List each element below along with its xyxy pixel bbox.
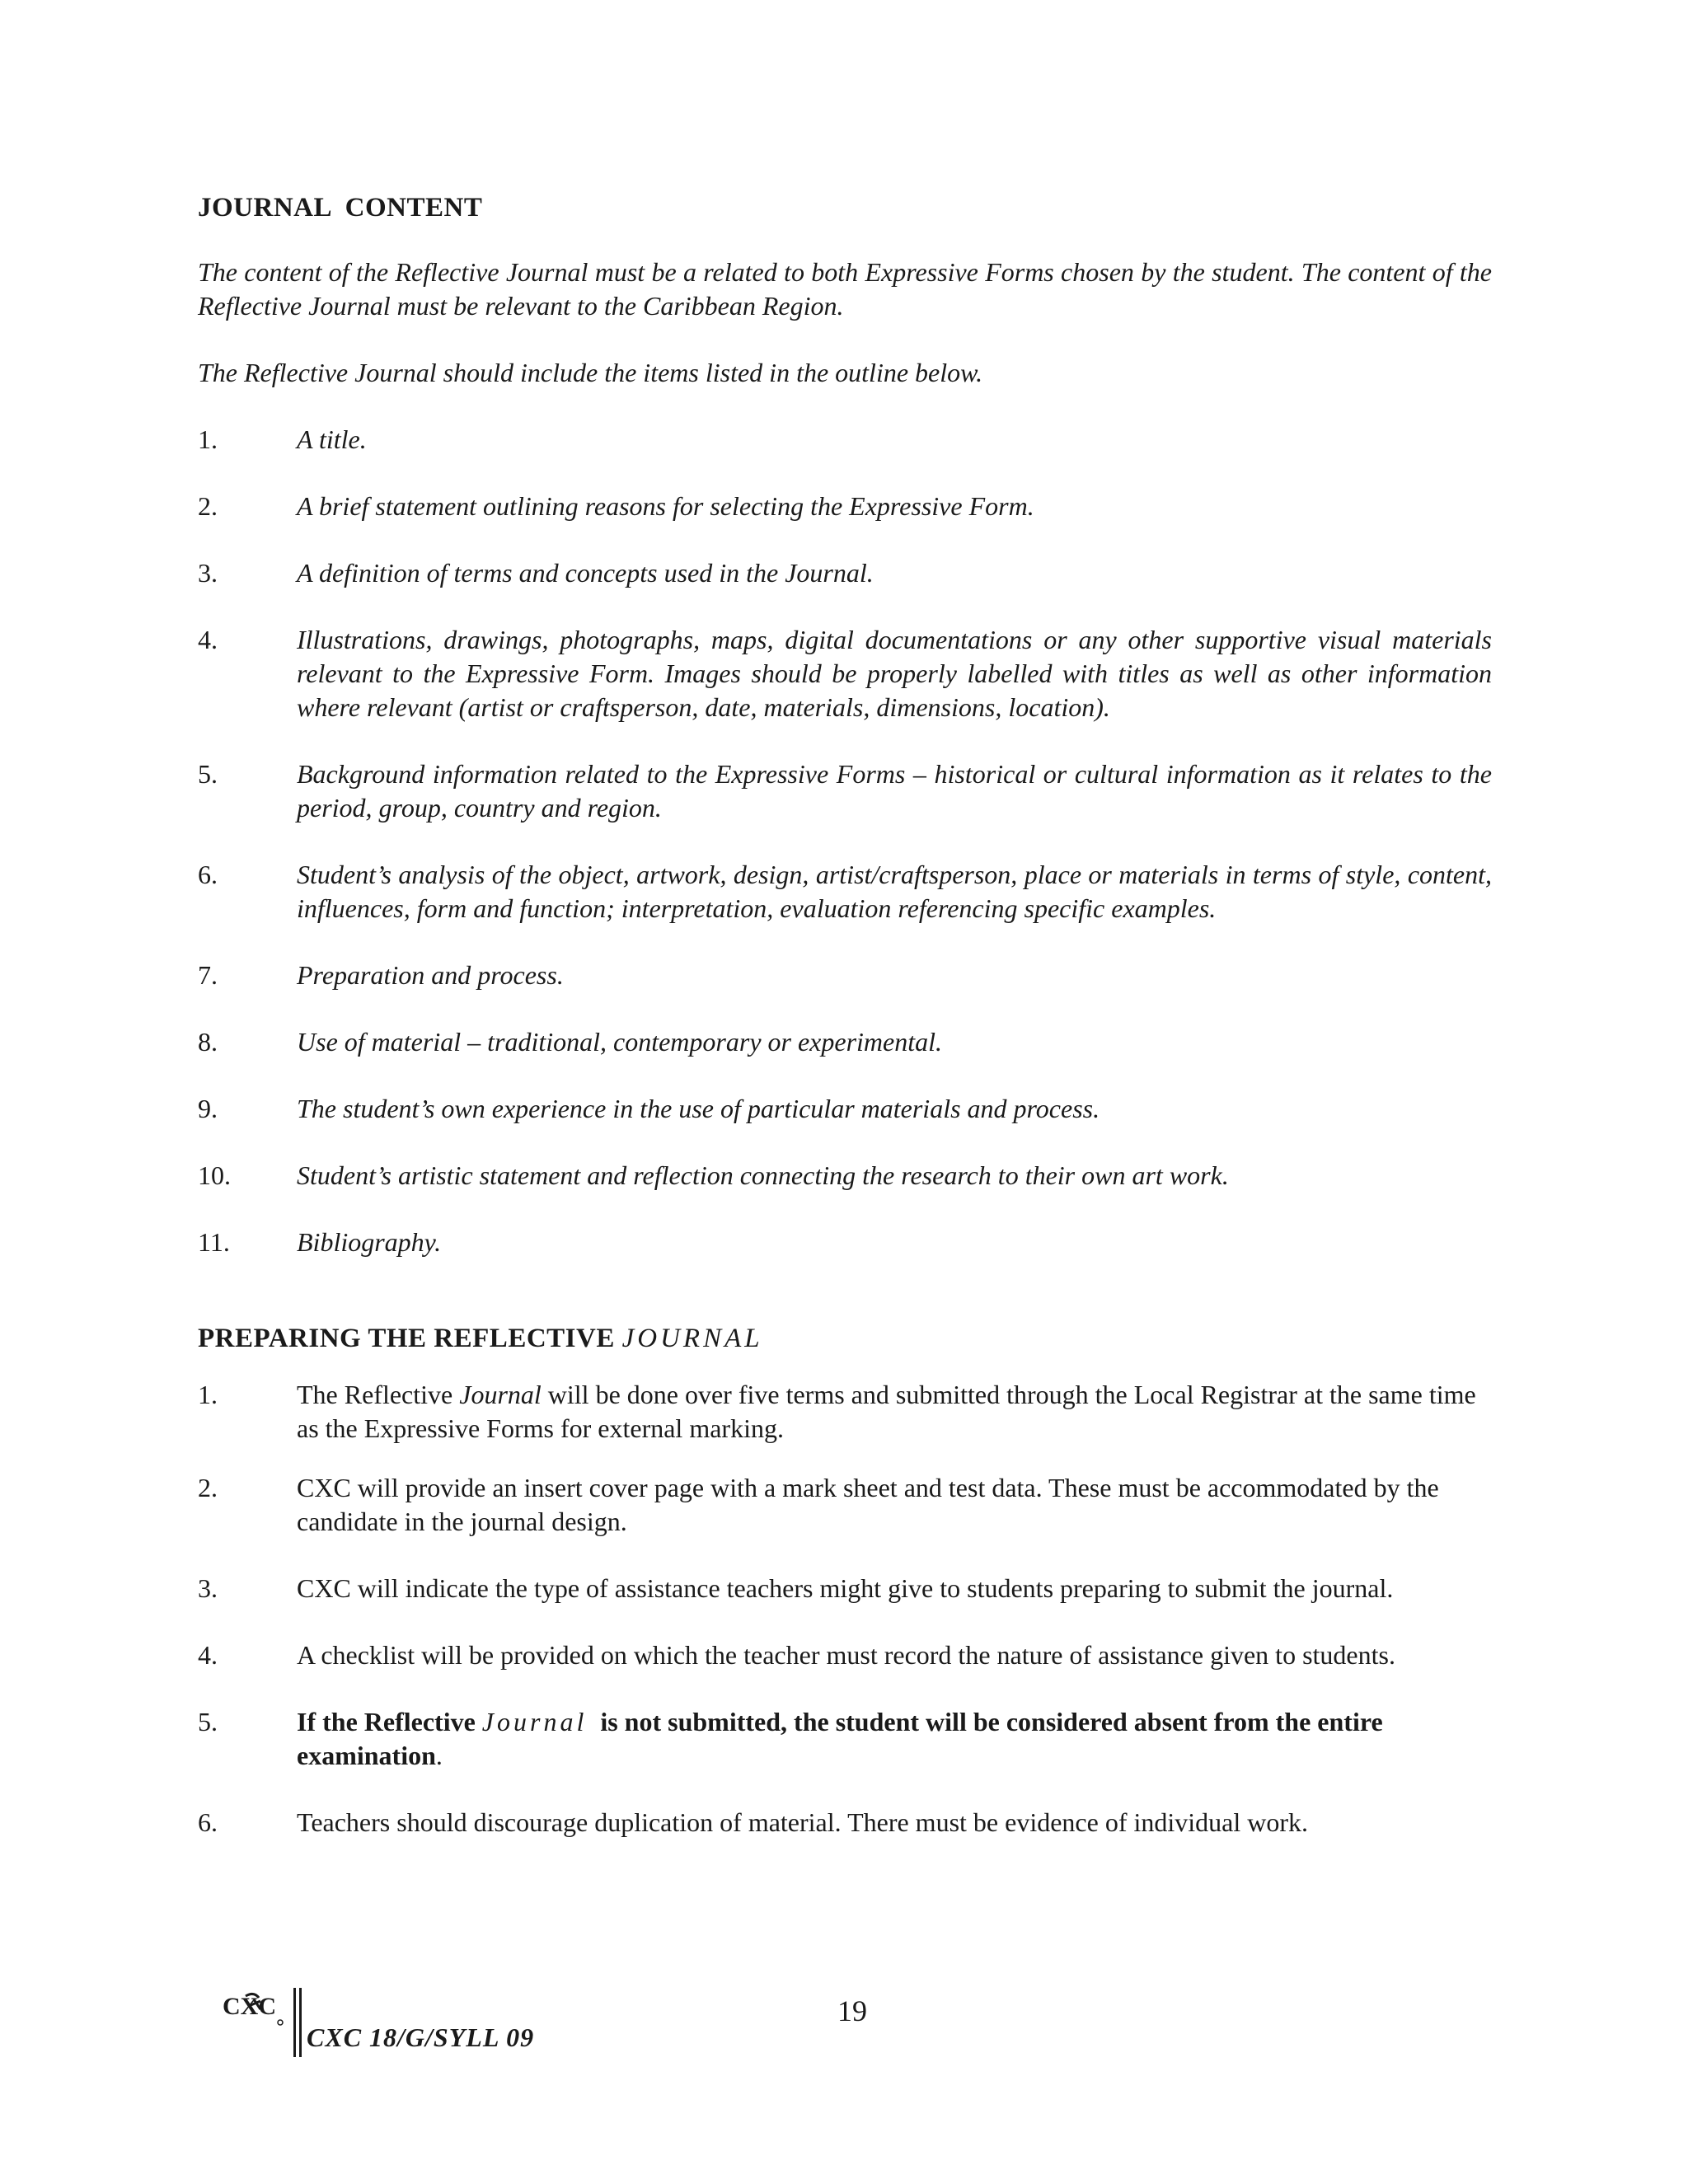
item-number: 10. — [198, 1160, 231, 1190]
list-item — [198, 1572, 1492, 1605]
list-item — [198, 556, 1492, 590]
item-number: 6. — [198, 860, 218, 889]
item-number: 1. — [198, 1380, 218, 1409]
item-number: 4. — [198, 625, 218, 654]
list-item — [198, 858, 1492, 926]
item-number: 3. — [198, 558, 218, 588]
item-text — [297, 1378, 1492, 1446]
item-text-tail: . — [435, 1741, 443, 1770]
journal-content-heading: JOURNAL CONTENT — [198, 193, 483, 223]
cxc-logo — [221, 1990, 287, 2039]
list-item — [198, 623, 1492, 724]
item-text: CXC will provide an insert cover page with a mark sheet and test data. These must be accommodated by the candidate in the journal design. — [297, 1473, 1439, 1536]
list-item — [198, 490, 1492, 523]
preparing-list — [198, 1378, 1492, 1840]
item-text-pre: If the Reflective — [297, 1707, 482, 1736]
page-number: 19 — [837, 1994, 867, 2027]
item-text: Bibliography. — [297, 1227, 442, 1257]
list-item — [198, 1806, 1492, 1840]
footer-divider — [293, 1988, 302, 2057]
item-text: Teachers should discourage duplication of material. There must be evidence of individual work. — [297, 1807, 1308, 1837]
page-content — [198, 191, 1492, 1840]
item-text: Student’s analysis of the object, artwork, design, artist/craftsperson, place or materials in terms of style, content, influences, form and function; interpretation, evaluation referencing specific examples. — [297, 860, 1492, 923]
item-number: 7. — [198, 960, 218, 990]
list-item — [198, 1471, 1492, 1539]
item-text: A definition of terms and concepts used in the Journal. — [297, 558, 874, 588]
list-item — [198, 757, 1492, 825]
item-text: The student’s own experience in the use of particular materials and process. — [297, 1094, 1100, 1123]
item-text: Illustrations, drawings, photographs, maps, digital documentations or any other supportive visual materials relevant to the Expressive Form. Images should be properly labelled with titles as well as other information where relevant (artist or craftsperson, date, materials, dimensions, location). — [297, 625, 1492, 722]
item-text: Preparation and process. — [297, 960, 564, 990]
list-item — [198, 1705, 1492, 1773]
item-text-post: is not submitted, the student will be considered absent from the entire examination — [297, 1707, 1390, 1770]
item-text: Student’s artistic statement and reflection connecting the research to their own art work. — [297, 1160, 1229, 1190]
item-text-post: will be done over five terms and submitted through the Local Registrar at the same time as the Expressive Forms for external marking. — [297, 1380, 1483, 1443]
list-item — [198, 958, 1492, 992]
journal-content-list — [198, 423, 1492, 1259]
item-text-pre: The Reflective — [297, 1380, 460, 1409]
item-number: 8. — [198, 1027, 218, 1057]
item-text: Background information related to the Expressive Forms – historical or cultural information as it relates to the period, group, country and region. — [297, 759, 1492, 823]
item-text: A checklist will be provided on which the teacher must record the nature of assistance given to students. — [297, 1640, 1395, 1670]
item-number: 11. — [198, 1227, 230, 1257]
preparing-heading-journal: JOURNAL — [621, 1324, 763, 1353]
journal-content-intro: The content of the Reflective Journal must be a related to both Expressive Forms chosen by the student. The content of the Reflective Journal must be relevant to the Caribbean Region. — [198, 257, 1492, 321]
list-item — [198, 1159, 1492, 1193]
list-item — [198, 423, 1492, 457]
item-text: CXC will indicate the type of assistance teachers might give to students preparing to submit the journal. — [297, 1573, 1394, 1603]
list-item — [198, 1092, 1492, 1126]
list-item — [198, 1378, 1492, 1446]
item-number: 6. — [198, 1807, 218, 1837]
item-text-italic: Journal — [459, 1380, 542, 1409]
item-text: A brief statement outlining reasons for selecting the Expressive Form. — [297, 491, 1034, 521]
item-number: 2. — [198, 1473, 218, 1502]
item-text-italic: Journal — [481, 1707, 588, 1736]
syllabus-code: CXC 18/G/SYLL 09 — [307, 2022, 535, 2052]
item-number: 5. — [198, 1707, 218, 1736]
item-number: 4. — [198, 1640, 218, 1670]
list-item — [198, 1025, 1492, 1059]
item-text — [297, 1705, 1492, 1773]
item-number: 9. — [198, 1094, 218, 1123]
cxc-logo-text: CXC — [223, 1993, 276, 2020]
list-item — [198, 1638, 1492, 1672]
preparing-heading-text: PREPARING THE REFLECTIVE — [198, 1324, 622, 1353]
outline-intro: The Reflective Journal should include the items listed in the outline below. — [198, 358, 983, 387]
page-footer — [221, 1988, 1490, 2062]
item-text: Use of material – traditional, contemporary or experimental. — [297, 1027, 943, 1057]
item-text: A title. — [297, 424, 367, 454]
item-number: 5. — [198, 759, 218, 789]
preparing-heading — [198, 1322, 1492, 1355]
list-item — [198, 1226, 1492, 1259]
item-number: 1. — [198, 424, 218, 454]
item-number: 2. — [198, 491, 218, 521]
item-number: 3. — [198, 1573, 218, 1603]
